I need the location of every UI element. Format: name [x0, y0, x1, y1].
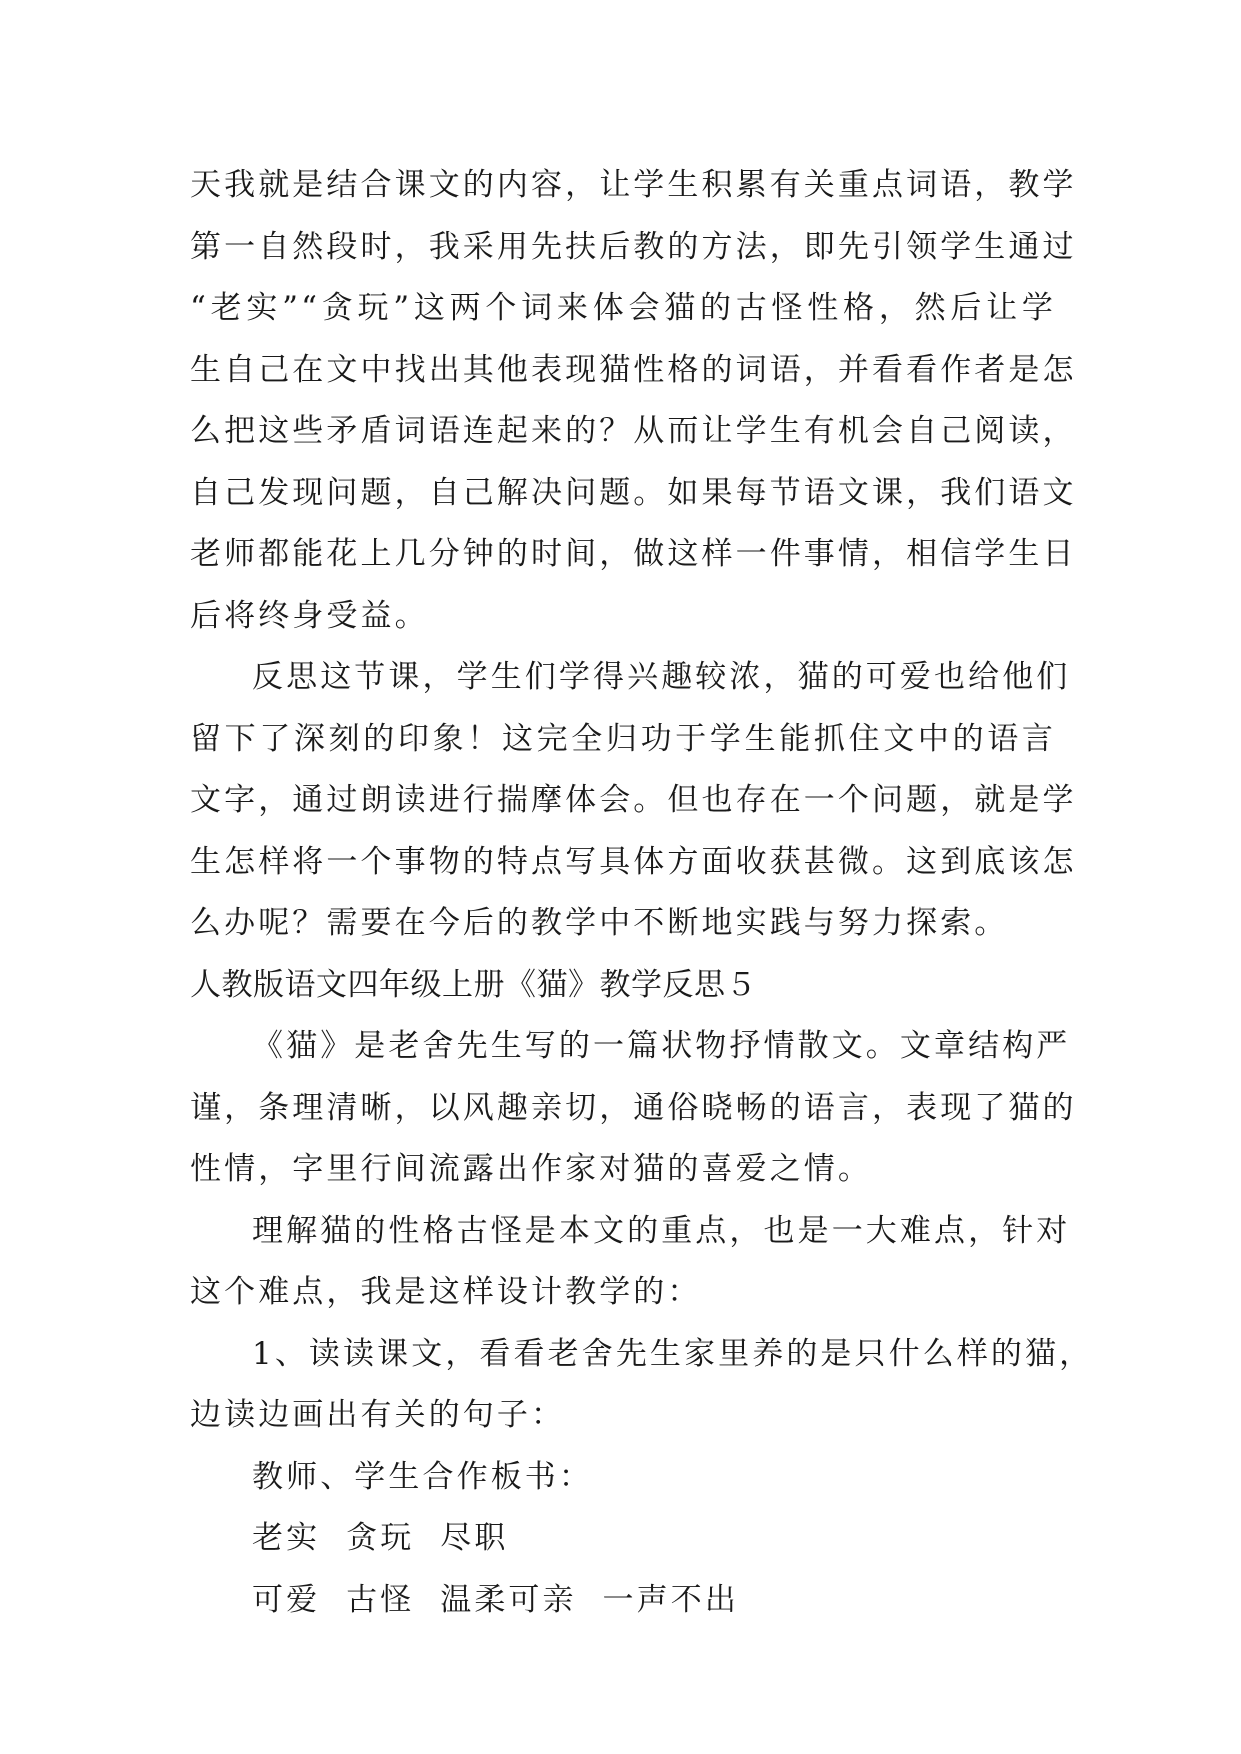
paragraph-line: “老实”“贪玩”这两个词来体会猫的古怪性格，然后让学 — [190, 290, 1056, 326]
section-heading: 人教版语文四年级上册《猫》教学反思５ — [190, 966, 757, 1003]
paragraph-line: 1、读读课文，看看老舍先生家里养的是只什么样的猫， — [252, 1335, 1094, 1372]
paragraph-line: 自己发现问题，自己解决问题。如果每节语文课，我们语文 — [190, 474, 1077, 511]
paragraph-line: 理解猫的性格古怪是本文的重点，也是一大难点，针对 — [252, 1212, 1071, 1249]
paragraph-line: 反思这节课，学生们学得兴趣较浓，猫的可爱也给他们 — [252, 659, 1071, 695]
paragraph-line: 边读边画出有关的句子： — [190, 1397, 566, 1433]
paragraph-line: 老师都能花上几分钟的时间，做这样一件事情，相信学生日 — [190, 536, 1077, 572]
paragraph-line: 性情，字里行间流露出作家对猫的喜爱之情。 — [190, 1151, 872, 1187]
paragraph-line: 么把这些矛盾词语连起来的？从而让学生有机会自己阅读， — [190, 413, 1077, 449]
board-writing-label: 教师、学生合作板书： — [252, 1458, 593, 1495]
document-page — [190, 155, 1094, 1631]
paragraph-line: 生怎样将一个事物的特点写具体方面收获甚微。这到底该怎 — [190, 843, 1077, 880]
paragraph-line: 留下了深刻的印象！这完全归功于学生能抓住文中的语言 — [190, 720, 1056, 757]
paragraph-line: 文字，通过朗读进行揣摩体会。但也存在一个问题，就是学 — [190, 782, 1077, 818]
paragraph-line: 《猫》是老舍先生写的一篇状物抒情散文。文章结构严 — [252, 1028, 1071, 1064]
paragraph-line: 么办呢？需要在今后的教学中不断地实践与努力探索。 — [190, 905, 1009, 941]
paragraph-line: 第一自然段时，我采用先扶后教的方法，即先引领学生通过 — [190, 228, 1077, 265]
paragraph-line: 谨，条理清晰，以风趣亲切，通俗晓畅的语言，表现了猫的 — [190, 1089, 1077, 1126]
paragraph-line: 生自己在文中找出其他表现猫性格的词语，并看看作者是怎 — [190, 351, 1077, 388]
paragraph-line: 这个难点，我是这样设计教学的： — [190, 1274, 702, 1310]
board-writing-words: 老实 贪玩 尽职 — [252, 1520, 509, 1556]
paragraph-line: 后将终身受益。 — [190, 597, 429, 634]
board-writing-words: 可爱 古怪 温柔可亲 一声不出 — [252, 1581, 739, 1618]
paragraph-line: 天我就是结合课文的内容，让学生积累有关重点词语，教学 — [190, 167, 1077, 203]
